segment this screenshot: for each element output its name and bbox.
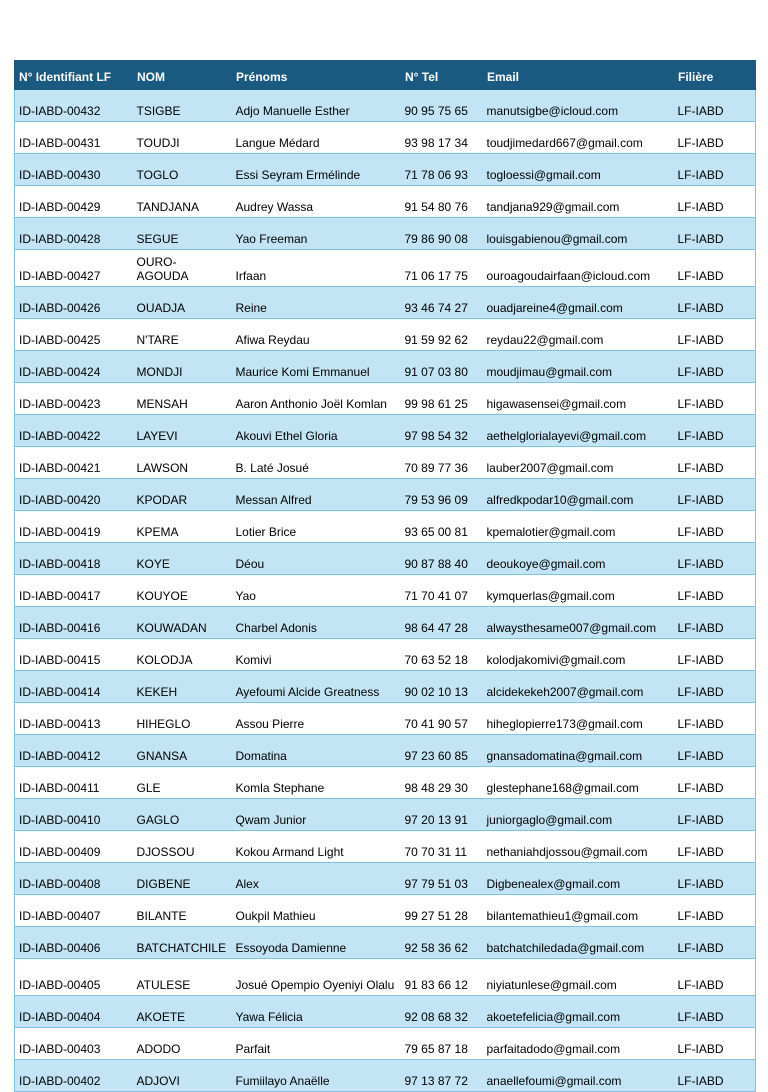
cell-id: ID-IABD-00414 xyxy=(15,671,133,703)
cell-prenoms: Oukpil Mathieu xyxy=(232,895,401,927)
cell-nom: TOUDJI xyxy=(133,122,232,154)
cell-id: ID-IABD-00427 xyxy=(15,250,133,287)
cell-email: alcidekekeh2007@gmail.com xyxy=(483,671,674,703)
cell-tel: 90 87 88 40 xyxy=(401,543,483,575)
cell-nom: AKOETE xyxy=(133,996,232,1028)
cell-nom: N'TARE xyxy=(133,319,232,351)
cell-id: ID-IABD-00409 xyxy=(15,831,133,863)
cell-id: ID-IABD-00418 xyxy=(15,543,133,575)
cell-filiere: LF-IABD xyxy=(674,671,756,703)
cell-email: toudjimedard667@gmail.com xyxy=(483,122,674,154)
cell-nom: MONDJI xyxy=(133,351,232,383)
table-header xyxy=(15,61,756,90)
cell-nom: GNANSA xyxy=(133,735,232,767)
table-row xyxy=(15,319,756,351)
cell-nom: LAYEVI xyxy=(133,415,232,447)
cell-filiere: LF-IABD xyxy=(674,767,756,799)
cell-prenoms: Yao Freeman xyxy=(232,218,401,250)
cell-id: ID-IABD-00417 xyxy=(15,575,133,607)
cell-tel: 71 78 06 93 xyxy=(401,154,483,186)
cell-email: bilantemathieu1@gmail.com xyxy=(483,895,674,927)
cell-id: ID-IABD-00413 xyxy=(15,703,133,735)
cell-prenoms: Fumiilayo Anaëlle xyxy=(232,1060,401,1092)
table-row xyxy=(15,383,756,415)
cell-prenoms: Aaron Anthonio Joël Komlan xyxy=(232,383,401,415)
cell-prenoms: Josué Opempio Oyeniyi Olalu xyxy=(232,959,401,996)
cell-email: parfaitadodo@gmail.com xyxy=(483,1028,674,1060)
cell-filiere: LF-IABD xyxy=(674,607,756,639)
cell-id: ID-IABD-00428 xyxy=(15,218,133,250)
cell-tel: 97 13 87 72 xyxy=(401,1060,483,1092)
cell-filiere: LF-IABD xyxy=(674,90,756,122)
table-row xyxy=(15,959,756,996)
cell-nom: TANDJANA xyxy=(133,186,232,218)
cell-prenoms: Afiwa Reydau xyxy=(232,319,401,351)
cell-tel: 71 06 17 75 xyxy=(401,250,483,287)
cell-filiere: LF-IABD xyxy=(674,511,756,543)
cell-filiere: LF-IABD xyxy=(674,479,756,511)
header-prenoms: Prénoms xyxy=(232,61,401,90)
cell-prenoms: Maurice Komi Emmanuel xyxy=(232,351,401,383)
table-row xyxy=(15,154,756,186)
table-row xyxy=(15,735,756,767)
cell-nom: TSIGBE xyxy=(133,90,232,122)
cell-filiere: LF-IABD xyxy=(674,831,756,863)
cell-filiere: LF-IABD xyxy=(674,383,756,415)
table-row xyxy=(15,996,756,1028)
cell-tel: 92 58 36 62 xyxy=(401,927,483,959)
table-row xyxy=(15,799,756,831)
cell-email: batchatchiledada@gmail.com xyxy=(483,927,674,959)
cell-id: ID-IABD-00416 xyxy=(15,607,133,639)
cell-email: manutsigbe@icloud.com xyxy=(483,90,674,122)
cell-filiere: LF-IABD xyxy=(674,1060,756,1092)
cell-filiere: LF-IABD xyxy=(674,927,756,959)
cell-nom: OUADJA xyxy=(133,287,232,319)
cell-id: ID-IABD-00423 xyxy=(15,383,133,415)
cell-filiere: LF-IABD xyxy=(674,186,756,218)
cell-filiere: LF-IABD xyxy=(674,122,756,154)
cell-prenoms: Alex xyxy=(232,863,401,895)
cell-email: kolodjakomivi@gmail.com xyxy=(483,639,674,671)
table-body xyxy=(15,90,756,1092)
cell-prenoms: Essoyoda Damienne xyxy=(232,927,401,959)
cell-prenoms: Reine xyxy=(232,287,401,319)
cell-tel: 99 27 51 28 xyxy=(401,895,483,927)
cell-prenoms: Ayefoumi Alcide Greatness xyxy=(232,671,401,703)
table-row xyxy=(15,1060,756,1092)
cell-id: ID-IABD-00425 xyxy=(15,319,133,351)
table-row xyxy=(15,479,756,511)
cell-tel: 97 98 54 32 xyxy=(401,415,483,447)
cell-id: ID-IABD-00424 xyxy=(15,351,133,383)
cell-email: togloessi@gmail.com xyxy=(483,154,674,186)
cell-tel: 79 65 87 18 xyxy=(401,1028,483,1060)
cell-prenoms: Essi Seyram Ermélinde xyxy=(232,154,401,186)
cell-email: nethaniahdjossou@gmail.com xyxy=(483,831,674,863)
table-row xyxy=(15,415,756,447)
header-email: Email xyxy=(483,61,674,90)
cell-email: alfredkpodar10@gmail.com xyxy=(483,479,674,511)
cell-prenoms: B. Laté Josué xyxy=(232,447,401,479)
cell-tel: 97 23 60 85 xyxy=(401,735,483,767)
cell-tel: 79 86 90 08 xyxy=(401,218,483,250)
cell-nom: ATULESE xyxy=(133,959,232,996)
table-row xyxy=(15,351,756,383)
table-row xyxy=(15,831,756,863)
cell-nom: KPODAR xyxy=(133,479,232,511)
cell-email: alwaysthesame007@gmail.com xyxy=(483,607,674,639)
cell-id: ID-IABD-00429 xyxy=(15,186,133,218)
cell-id: ID-IABD-00404 xyxy=(15,996,133,1028)
cell-tel: 97 20 13 91 xyxy=(401,799,483,831)
cell-tel: 70 41 90 57 xyxy=(401,703,483,735)
cell-nom: SEGUE xyxy=(133,218,232,250)
cell-tel: 98 64 47 28 xyxy=(401,607,483,639)
cell-nom: GAGLO xyxy=(133,799,232,831)
cell-id: ID-IABD-00407 xyxy=(15,895,133,927)
cell-id: ID-IABD-00430 xyxy=(15,154,133,186)
cell-filiere: LF-IABD xyxy=(674,154,756,186)
table-row xyxy=(15,287,756,319)
cell-filiere: LF-IABD xyxy=(674,319,756,351)
cell-nom: OURO-AGOUDA xyxy=(133,250,232,287)
cell-prenoms: Parfait xyxy=(232,1028,401,1060)
table-row xyxy=(15,447,756,479)
cell-filiere: LF-IABD xyxy=(674,543,756,575)
cell-email: niyiatunlese@gmail.com xyxy=(483,959,674,996)
cell-tel: 98 48 29 30 xyxy=(401,767,483,799)
cell-id: ID-IABD-00421 xyxy=(15,447,133,479)
header-nom: NOM xyxy=(133,61,232,90)
cell-nom: ADODO xyxy=(133,1028,232,1060)
cell-tel: 70 63 52 18 xyxy=(401,639,483,671)
table-row xyxy=(15,218,756,250)
cell-filiere: LF-IABD xyxy=(674,799,756,831)
cell-prenoms: Komla Stephane xyxy=(232,767,401,799)
student-roster-sheet xyxy=(14,60,755,1092)
header-row xyxy=(15,61,756,90)
cell-filiere: LF-IABD xyxy=(674,447,756,479)
cell-tel: 99 98 61 25 xyxy=(401,383,483,415)
cell-prenoms: Adjo Manuelle Esther xyxy=(232,90,401,122)
table-row xyxy=(15,767,756,799)
cell-id: ID-IABD-00432 xyxy=(15,90,133,122)
cell-email: reydau22@gmail.com xyxy=(483,319,674,351)
table-row xyxy=(15,90,756,122)
cell-prenoms: Yawa Félicia xyxy=(232,996,401,1028)
cell-id: ID-IABD-00406 xyxy=(15,927,133,959)
table-row xyxy=(15,863,756,895)
cell-email: glestephane168@gmail.com xyxy=(483,767,674,799)
cell-prenoms: Irfaan xyxy=(232,250,401,287)
table-row xyxy=(15,639,756,671)
cell-prenoms: Audrey Wassa xyxy=(232,186,401,218)
cell-prenoms: Assou Pierre xyxy=(232,703,401,735)
cell-id: ID-IABD-00402 xyxy=(15,1060,133,1092)
cell-filiere: LF-IABD xyxy=(674,415,756,447)
cell-prenoms: Qwam Junior xyxy=(232,799,401,831)
cell-nom: GLE xyxy=(133,767,232,799)
table-row xyxy=(15,895,756,927)
cell-email: kymquerlas@gmail.com xyxy=(483,575,674,607)
cell-id: ID-IABD-00415 xyxy=(15,639,133,671)
cell-id: ID-IABD-00422 xyxy=(15,415,133,447)
cell-tel: 91 59 92 62 xyxy=(401,319,483,351)
cell-tel: 90 02 10 13 xyxy=(401,671,483,703)
cell-email: higawasensei@gmail.com xyxy=(483,383,674,415)
cell-id: ID-IABD-00426 xyxy=(15,287,133,319)
cell-nom: ADJOVI xyxy=(133,1060,232,1092)
cell-id: ID-IABD-00410 xyxy=(15,799,133,831)
cell-email: moudjimau@gmail.com xyxy=(483,351,674,383)
cell-filiere: LF-IABD xyxy=(674,287,756,319)
cell-email: kpemalotier@gmail.com xyxy=(483,511,674,543)
cell-prenoms: Lotier Brice xyxy=(232,511,401,543)
cell-tel: 79 53 96 09 xyxy=(401,479,483,511)
cell-nom: KOLODJA xyxy=(133,639,232,671)
cell-filiere: LF-IABD xyxy=(674,735,756,767)
cell-tel: 91 83 66 12 xyxy=(401,959,483,996)
table-row xyxy=(15,607,756,639)
cell-email: deoukoye@gmail.com xyxy=(483,543,674,575)
cell-nom: DIGBENE xyxy=(133,863,232,895)
cell-nom: KOUWADAN xyxy=(133,607,232,639)
table-row xyxy=(15,511,756,543)
cell-tel: 92 08 68 32 xyxy=(401,996,483,1028)
cell-id: ID-IABD-00405 xyxy=(15,959,133,996)
table-row xyxy=(15,250,756,287)
cell-email: aethelglorialayevi@gmail.com xyxy=(483,415,674,447)
cell-tel: 91 54 80 76 xyxy=(401,186,483,218)
header-id: N° Identifiant LF xyxy=(15,61,133,90)
cell-filiere: LF-IABD xyxy=(674,1028,756,1060)
cell-filiere: LF-IABD xyxy=(674,863,756,895)
cell-filiere: LF-IABD xyxy=(674,351,756,383)
student-roster-table xyxy=(14,60,756,1092)
cell-email: hiheglopierre173@gmail.com xyxy=(483,703,674,735)
cell-tel: 91 07 03 80 xyxy=(401,351,483,383)
cell-id: ID-IABD-00419 xyxy=(15,511,133,543)
cell-id: ID-IABD-00412 xyxy=(15,735,133,767)
cell-tel: 97 79 51 03 xyxy=(401,863,483,895)
cell-filiere: LF-IABD xyxy=(674,639,756,671)
cell-nom: BATCHATCHILE xyxy=(133,927,232,959)
cell-filiere: LF-IABD xyxy=(674,250,756,287)
cell-email: akoetefelicia@gmail.com xyxy=(483,996,674,1028)
cell-prenoms: Komivi xyxy=(232,639,401,671)
cell-filiere: LF-IABD xyxy=(674,575,756,607)
header-filiere: Filière xyxy=(674,61,756,90)
cell-id: ID-IABD-00411 xyxy=(15,767,133,799)
cell-email: louisgabienou@gmail.com xyxy=(483,218,674,250)
table-row xyxy=(15,703,756,735)
cell-id: ID-IABD-00403 xyxy=(15,1028,133,1060)
cell-nom: DJOSSOU xyxy=(133,831,232,863)
cell-prenoms: Déou xyxy=(232,543,401,575)
cell-email: tandjana929@gmail.com xyxy=(483,186,674,218)
cell-email: gnansadomatina@gmail.com xyxy=(483,735,674,767)
cell-email: anaellefoumi@gmail.com xyxy=(483,1060,674,1092)
table-row xyxy=(15,671,756,703)
cell-email: Digbenealex@gmail.com xyxy=(483,863,674,895)
cell-prenoms: Akouvi Ethel Gloria xyxy=(232,415,401,447)
cell-email: juniorgaglo@gmail.com xyxy=(483,799,674,831)
cell-nom: HIHEGLO xyxy=(133,703,232,735)
cell-tel: 93 98 17 34 xyxy=(401,122,483,154)
cell-filiere: LF-IABD xyxy=(674,996,756,1028)
cell-nom: KPEMA xyxy=(133,511,232,543)
table-row xyxy=(15,122,756,154)
table-row xyxy=(15,1028,756,1060)
cell-tel: 70 70 31 11 xyxy=(401,831,483,863)
cell-id: ID-IABD-00431 xyxy=(15,122,133,154)
cell-filiere: LF-IABD xyxy=(674,895,756,927)
cell-prenoms: Charbel Adonis xyxy=(232,607,401,639)
cell-tel: 90 95 75 65 xyxy=(401,90,483,122)
cell-filiere: LF-IABD xyxy=(674,703,756,735)
cell-id: ID-IABD-00408 xyxy=(15,863,133,895)
table-row xyxy=(15,927,756,959)
table-row xyxy=(15,575,756,607)
cell-nom: MENSAH xyxy=(133,383,232,415)
cell-nom: KOYE xyxy=(133,543,232,575)
cell-tel: 71 70 41 07 xyxy=(401,575,483,607)
cell-prenoms: Kokou Armand Light xyxy=(232,831,401,863)
header-tel: N° Tel xyxy=(401,61,483,90)
cell-tel: 93 65 00 81 xyxy=(401,511,483,543)
cell-nom: BILANTE xyxy=(133,895,232,927)
cell-email: ouroagoudairfaan@icloud.com xyxy=(483,250,674,287)
cell-tel: 93 46 74 27 xyxy=(401,287,483,319)
cell-filiere: LF-IABD xyxy=(674,218,756,250)
table-row xyxy=(15,543,756,575)
cell-nom: KOUYOE xyxy=(133,575,232,607)
cell-id: ID-IABD-00420 xyxy=(15,479,133,511)
cell-prenoms: Domatina xyxy=(232,735,401,767)
cell-nom: KEKEH xyxy=(133,671,232,703)
cell-filiere: LF-IABD xyxy=(674,959,756,996)
cell-nom: TOGLO xyxy=(133,154,232,186)
cell-email: ouadjareine4@gmail.com xyxy=(483,287,674,319)
cell-tel: 70 89 77 36 xyxy=(401,447,483,479)
cell-prenoms: Yao xyxy=(232,575,401,607)
cell-prenoms: Messan Alfred xyxy=(232,479,401,511)
cell-prenoms: Langue Médard xyxy=(232,122,401,154)
cell-nom: LAWSON xyxy=(133,447,232,479)
cell-email: lauber2007@gmail.com xyxy=(483,447,674,479)
table-row xyxy=(15,186,756,218)
